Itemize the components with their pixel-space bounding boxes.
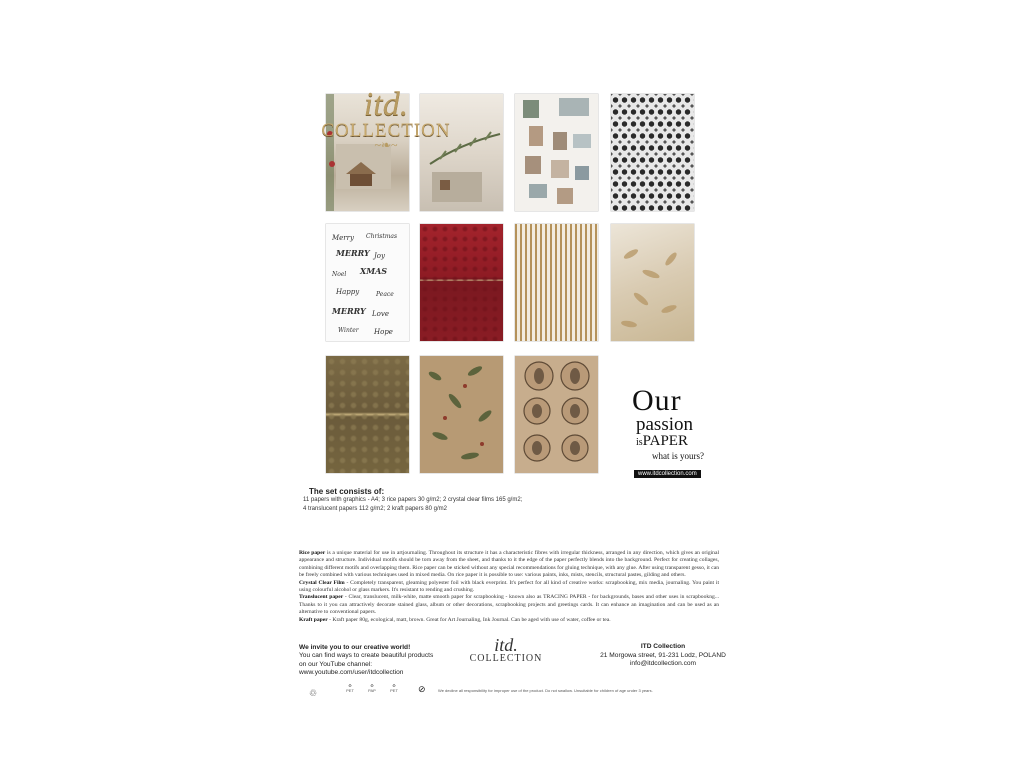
product-sheet xyxy=(293,88,733,700)
vintage-figures-illustration xyxy=(515,94,598,211)
recycle-pet2-label: PET xyxy=(390,688,398,693)
svg-text:Christmas: Christmas xyxy=(366,233,398,240)
slogan-paper: PAPER xyxy=(642,433,688,449)
svg-text:MERRY: MERRY xyxy=(336,248,370,258)
recycle-pet-icon: ♻ PET xyxy=(346,683,354,693)
svg-text:XMAS: XMAS xyxy=(360,266,388,276)
logo-ornament-icon: ~❧~ xyxy=(374,138,398,152)
kraft-botanical-illustration xyxy=(420,356,503,473)
svg-text:Joy: Joy xyxy=(374,252,385,260)
kraft-paper-paragraph xyxy=(299,617,719,624)
logo-itd: itd. xyxy=(363,86,409,123)
footer-company: ITD Collection xyxy=(640,643,686,650)
svg-text:Winter: Winter xyxy=(338,327,359,334)
footer-address xyxy=(593,643,733,669)
set-line-2: 4 translucent papers 112 g/m2; 2 kraft papers 80 g/m2 xyxy=(303,506,447,512)
paper-thumb-damask-pattern xyxy=(611,94,694,211)
slogan-is-paper xyxy=(636,434,732,450)
christmas-lettering-illustration xyxy=(326,224,409,341)
translucent-paper-text: - Clear, translucent, milk-white, matte smooth paper for scrapbooking - known also as TRACING PAPER - for backgrounds, bases and other uses in scrapbookng... Thanks to it you can attractively decorate stained glass, album or other decorations, scrapbooking projects and greetings cards. It can enhance an imagination and can be used as an alternative to conventional papers. xyxy=(299,594,719,616)
kraft-paper-label: Kraft paper xyxy=(299,616,328,623)
slogan-passion: passion xyxy=(636,414,693,435)
set-title: The set consists of: xyxy=(309,487,385,496)
footer-invite-title: We invite you to our creative world! xyxy=(299,644,411,651)
footer-invite xyxy=(299,644,433,678)
crystal-film-text: - Completely transparent, gleaming polyester foil with black everprint. It's perfect for all kind of creative works: scrapbooking, mix media, journaling. You paint it using colourful alcohol or glass markers. It's resistant to rending and crushing. xyxy=(299,579,719,594)
svg-text:Love: Love xyxy=(372,310,389,318)
kraft-paper-text: - Kraft paper 80g, ecological, matt, brown. Great for Art Journaling, Ink Journal. Can be aged with use of water, coffee or tea. xyxy=(327,616,611,623)
logo-collection: COLLECTION xyxy=(321,120,451,141)
footer-email[interactable]: info@itdcollection.com xyxy=(629,660,697,668)
recycle-pet2-icon: ♻ PET xyxy=(390,683,398,693)
slogan-is: is xyxy=(636,437,643,448)
no-children-icon: ⊘ xyxy=(418,684,426,694)
paper-thumb-red-damask xyxy=(420,224,503,341)
footer-invite-line3: on our YouTube channel: xyxy=(299,660,373,668)
set-line-1: 11 papers with graphics - A4; 3 rice papers 30 g/m2; 2 crystal clear films 165 g/m2; xyxy=(303,497,523,503)
kraft-medallions-illustration xyxy=(515,356,598,473)
paper-thumb-stripes xyxy=(515,224,598,341)
passion-slogan xyxy=(632,386,732,480)
rice-paper-label: Rice paper xyxy=(299,550,326,556)
slogan-our: Our xyxy=(632,384,682,417)
paper-thumb-beige-leaves xyxy=(611,224,694,341)
crystal-film-label: Crystal Clear Film xyxy=(299,579,345,586)
svg-text:Peace: Peace xyxy=(376,291,394,298)
footer-logo-itd: itd. xyxy=(494,635,518,655)
crystal-film-paragraph xyxy=(299,580,719,595)
svg-text:Merry: Merry xyxy=(332,234,354,242)
paper-thumb-kraft-medallions xyxy=(515,356,598,473)
svg-text:Happy: Happy xyxy=(336,288,360,296)
footer-street: 21 Morgowa street, 91-231 Lodz, POLAND xyxy=(600,651,726,659)
paper-thumb-olive-damask xyxy=(326,356,409,473)
itd-collection-logo xyxy=(311,86,461,152)
paper-thumb-kraft-botanical xyxy=(420,356,503,473)
footer-logo xyxy=(461,636,551,664)
paper-thumb-christmas-lettering xyxy=(326,224,409,341)
footer-logo-collection: COLLECTION xyxy=(469,653,543,664)
rice-paper-text: is a unique material for use in artjournaling. Throughout its structure it has a characteristic fibres with irregular thickness, arranged in any direction, which gives an original appearance and structure. Individual motifs should be torn away from the sheet, and thanks to it the edge of the paper perfectly blends into the background. Perfect for creating collages, combining different motifs and overlapping them. Rice paper can be sticked without any special recommendations for gluing technique, with any glue. After using transparent gesso, it can be freely combined with various techniques used in mixed media. On rice paper it is possible to use: various paints, inks, mists, stencils, structural pastes, gilding and others. xyxy=(299,550,719,579)
footer-disclaimer: We decline all responsibility for improper use of the product. Do not swallow. Unsuitable for children of age under 3 years. xyxy=(438,688,653,693)
beige-leaves-illustration xyxy=(611,224,694,341)
recycle-pet-label: PET xyxy=(346,688,354,693)
slogan-what-is-yours: what is yours? xyxy=(652,451,704,461)
recycle-pap-label: PAP xyxy=(368,688,376,693)
footer-youtube-link[interactable]: www.youtube.com/user/itdcollection xyxy=(299,669,404,677)
svg-text:Hope: Hope xyxy=(374,328,393,336)
svg-text:MERRY: MERRY xyxy=(332,306,366,316)
translucent-paper-label: Translucent paper xyxy=(299,594,344,601)
slogan-url: www.itdcollection.com xyxy=(634,470,701,478)
recycle-pap-icon: ♻ PAP xyxy=(368,683,376,693)
paper-description xyxy=(299,550,719,624)
footer-invite-line2: You can find ways to create beautiful products xyxy=(299,652,434,660)
paper-thumb-vintage-figures xyxy=(515,94,598,211)
tidyman-icon: ♲ xyxy=(309,688,318,698)
rice-paper-paragraph xyxy=(299,550,719,580)
translucent-paper-paragraph xyxy=(299,594,719,616)
svg-text:Noel: Noel xyxy=(332,271,347,278)
